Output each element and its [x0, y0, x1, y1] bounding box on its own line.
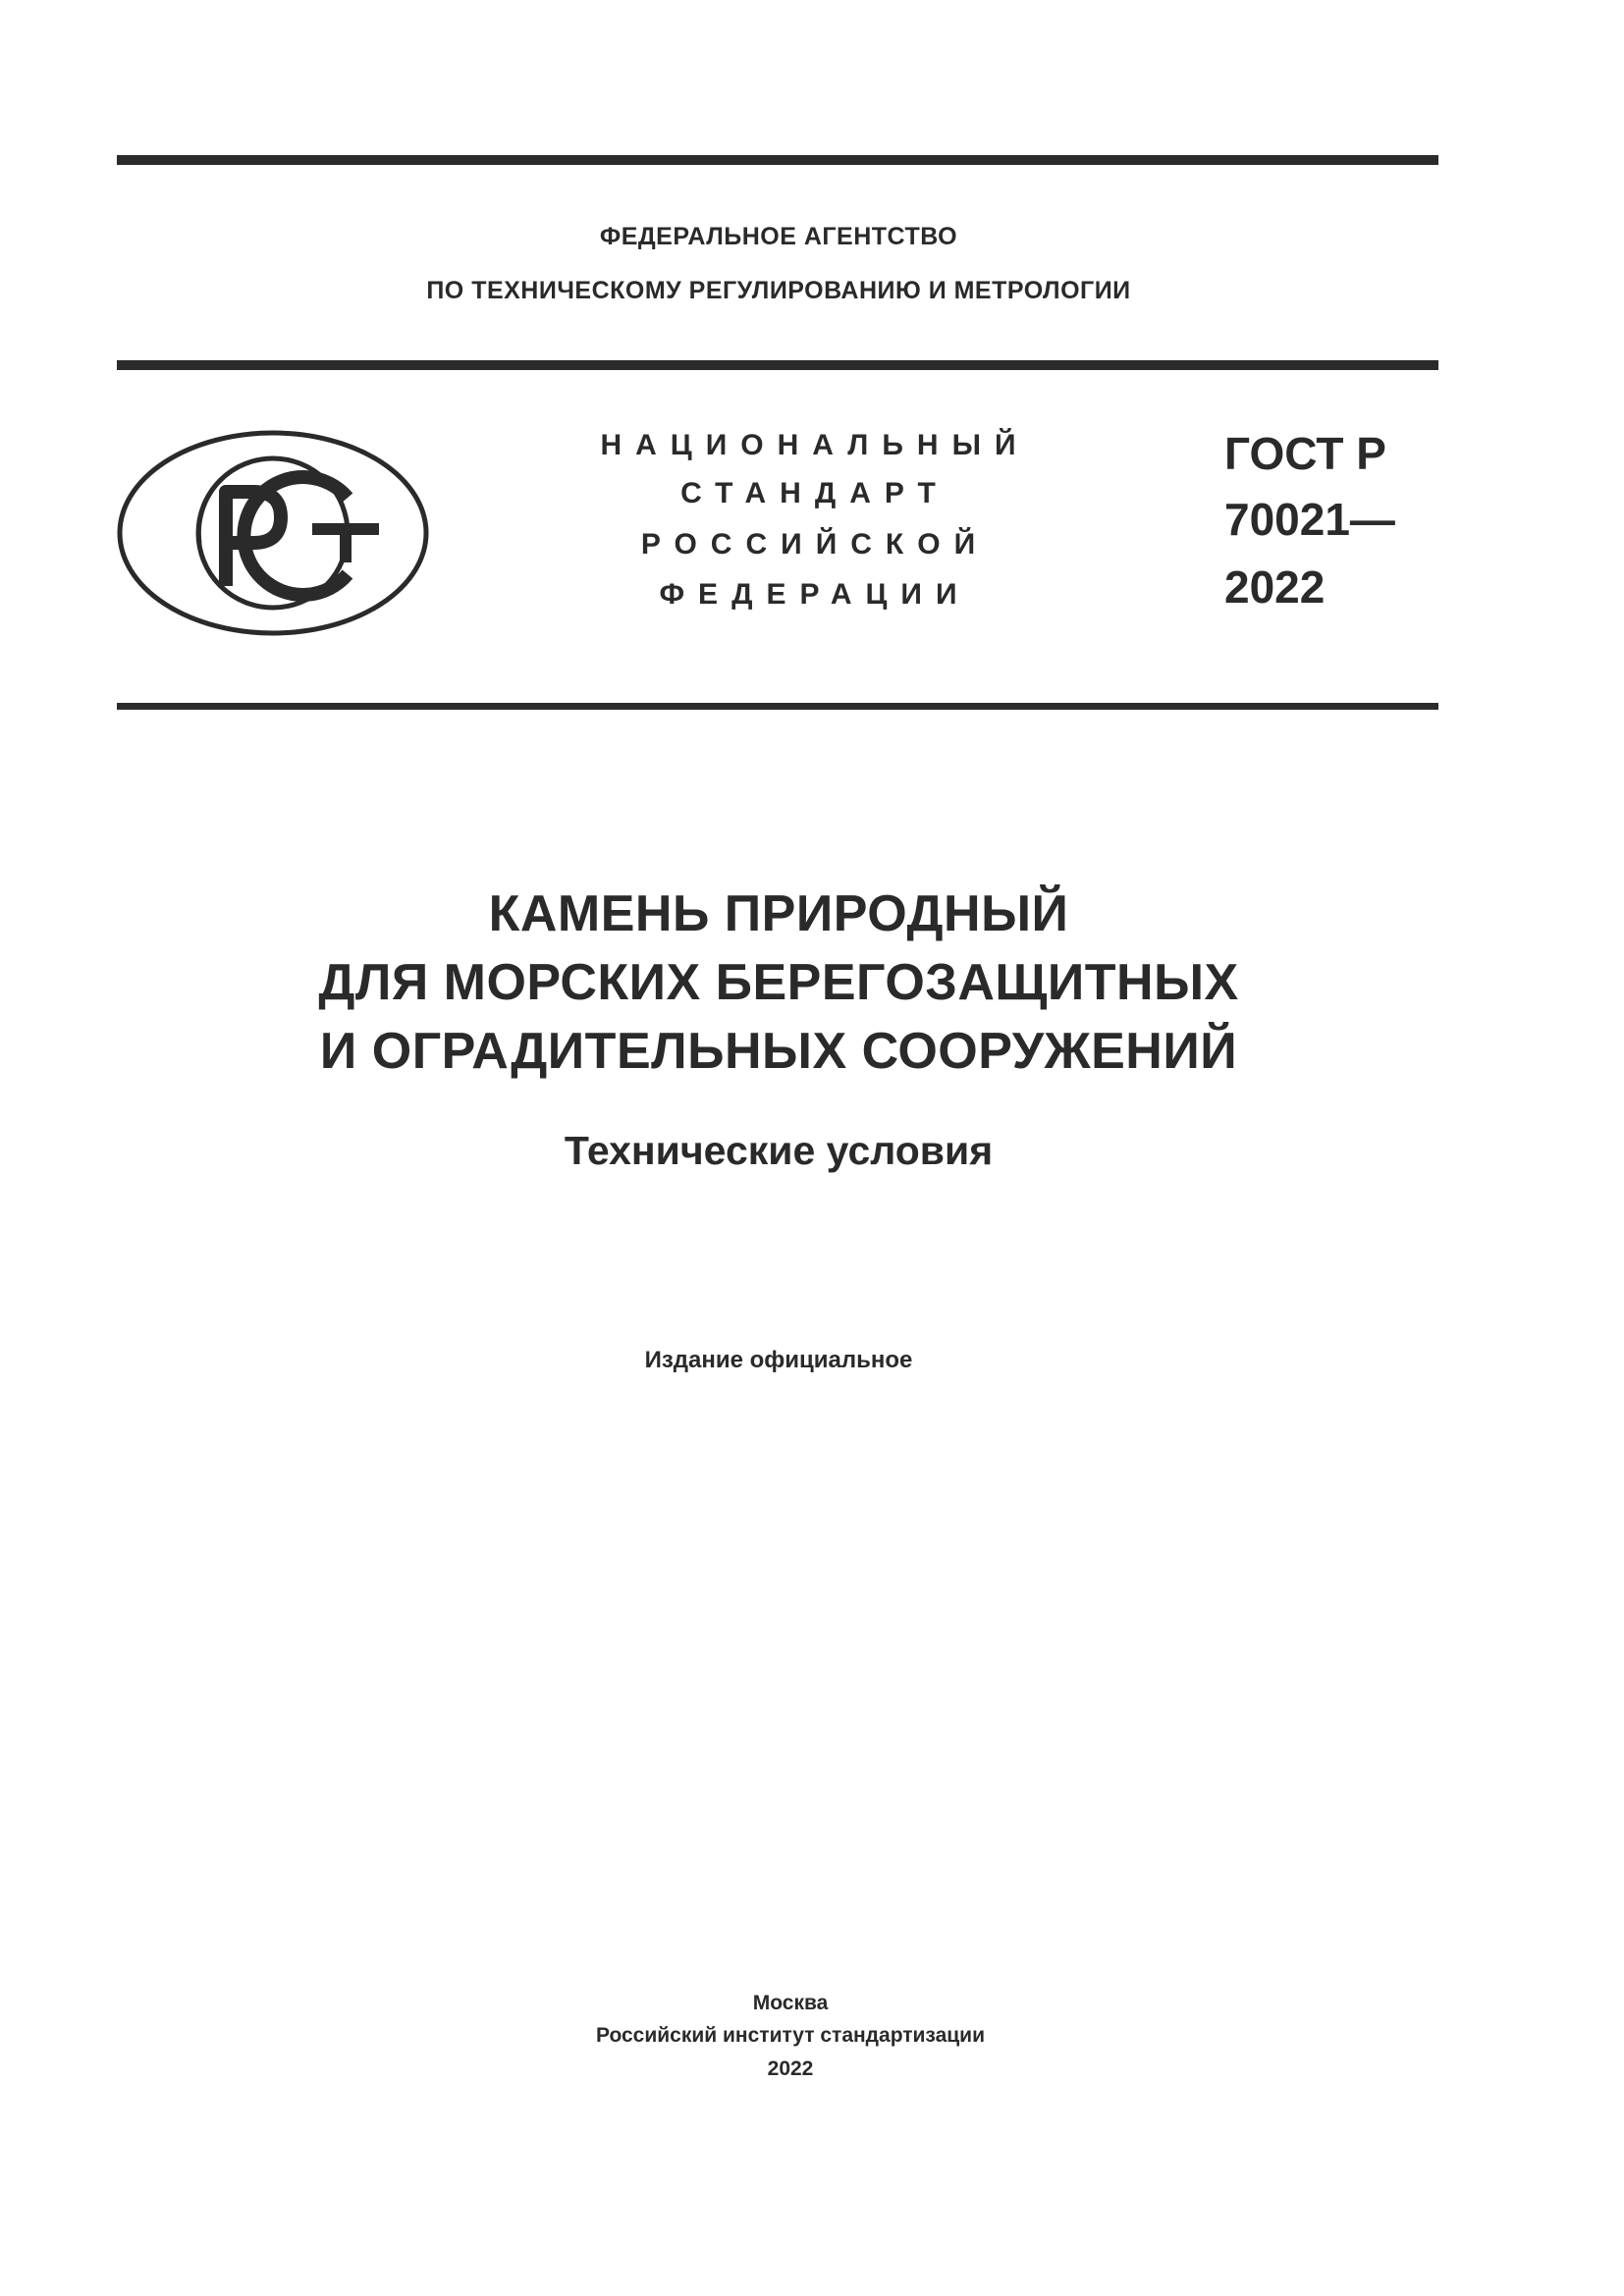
- imprint-publisher: Российский институт стандартизации: [595, 2024, 986, 2047]
- standard-type-line-4: ФЕДЕРАЦИИ: [659, 578, 971, 611]
- top-divider: [117, 155, 1438, 165]
- standard-type-line-1: НАЦИОНАЛЬНЫЙ: [600, 429, 1030, 461]
- standard-code-prefix: ГОСТ Р: [1224, 428, 1386, 479]
- header-bottom-divider: [117, 703, 1438, 710]
- edition-note: Издание официальное: [644, 1347, 913, 1373]
- agency-name-line-2: ПО ТЕХНИЧЕСКОМУ РЕГУЛИРОВАНИЮ И МЕТРОЛОГИИ: [426, 277, 1131, 304]
- document-title-line-2: ДЛЯ МОРСКИХ БЕРЕГОЗАЩИТНЫХ: [318, 954, 1239, 1011]
- imprint-city: Москва: [752, 1992, 829, 2014]
- rst-certification-mark-icon: [116, 429, 430, 637]
- imprint-year: 2022: [767, 2057, 814, 2080]
- document-title-line-1: КАМЕНЬ ПРИРОДНЫЙ: [488, 885, 1069, 942]
- document-subtitle: Технические условия: [564, 1128, 994, 1173]
- standard-code-year: 2022: [1224, 561, 1326, 613]
- standard-code-number: 70021—: [1224, 494, 1395, 545]
- header-divider: [117, 360, 1438, 370]
- standard-type-line-3: РОССИЙСКОЙ: [640, 528, 990, 561]
- standard-type-line-2: СТАНДАРТ: [680, 477, 949, 509]
- document-title-line-3: И ОГРАДИТЕЛЬНЫХ СООРУЖЕНИЙ: [319, 1023, 1238, 1080]
- agency-name-line-1: ФЕДЕРАЛЬНОЕ АГЕНТСТВО: [599, 223, 958, 250]
